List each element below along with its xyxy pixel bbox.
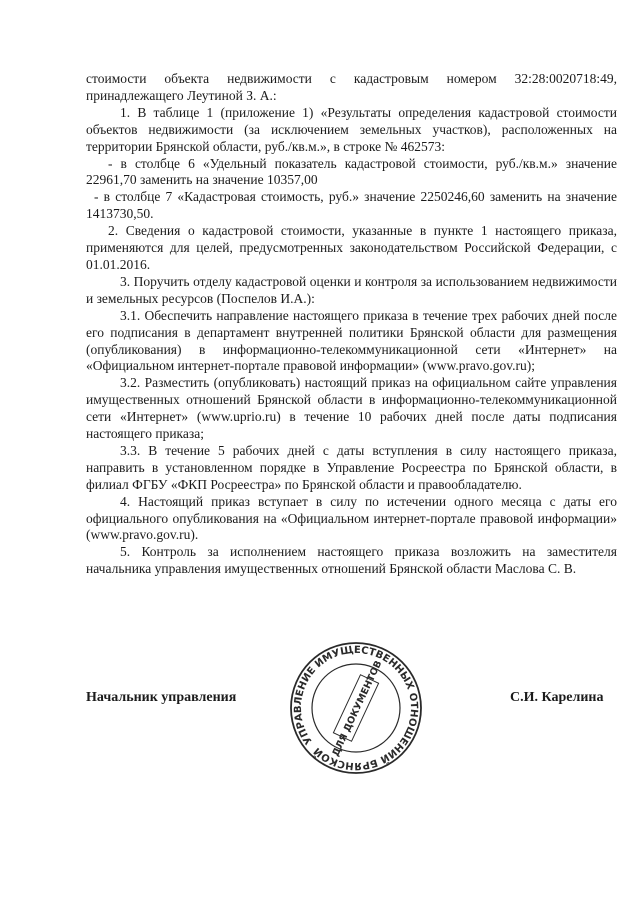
paragraph-item-5: 5. Контроль за исполнением настоящего приказа возложить на заместителя начальника управления имущественных отношений Брянской области Маслова С. В. (86, 544, 617, 577)
paragraph-item-1-b: - в столбце 7 «Кадастровая стоимость, руб.» значение 2250246,60 заменить на значение 1413730,50. (86, 189, 617, 222)
stamp-rotated (288, 640, 424, 776)
paragraph-item-2: 2. Сведения о кадастровой стоимости, указанные в пункте 1 настоящего приказа, применяются для целей, предусмотренных законодательством Российской Федерации, с 01.01.2016. (86, 223, 617, 272)
paragraph-item-3-2: 3.2. Разместить (опубликовать) настоящий приказ на официальном сайте управления имущественных отношений Брянской области в информационно-телекоммуникационной сети «Интернет» (www.uprio.ru) в течение 10 рабочих дней после даты подписания настоящего приказа; (86, 375, 617, 442)
stamp-outer-text: УПРАВЛЕНИЕ ИМУЩЕСТВЕННЫХ ОТНОШЕНИЙ БРЯНСКОЙ (292, 644, 420, 772)
paragraph-item-3-3: 3.3. В течение 5 рабочих дней с даты вступления в силу настоящего приказа, направить в установленном порядке в Управление Росреестра по Брянской области, в филиал ФГБУ «ФКП Росреестра» по Брянской области и правообладателю. (86, 442, 617, 492)
paragraph-item-1-a: - в столбце 6 «Удельный показатель кадастровой стоимости, руб./кв.м.» значение 22961,70 заменить на значение 10357,00 (86, 155, 617, 188)
stamp-inner-text: ДЛЯ ДОКУМЕНТОВ (330, 659, 385, 759)
signature-name: С.И. Карелина (510, 690, 604, 705)
paragraph-item-1: 1. В таблице 1 (приложение 1) «Результаты определения кадастровой стоимости объектов недвижимости (за исключением земельных участков), расположенных на территории Брянской области, руб./кв.м.», в строке № 462573: (86, 104, 617, 154)
paragraph-intro: стоимости объекта недвижимости с кадастровым номером 32:28:0020718:49, принадлежащего Леутиной З. А.: (86, 71, 617, 103)
official-stamp (288, 640, 424, 776)
signature-position: Начальник управления (86, 690, 237, 705)
document-body (86, 71, 617, 578)
paragraph-item-3: 3. Поручить отделу кадастровой оценки и контроля за использованием недвижимости и земельных ресурсов (Поспелов И.А.): (86, 273, 617, 306)
paragraph-item-4: 4. Настоящий приказ вступает в силу по истечении одного месяца с даты его официального опубликования на «Официальном интернет-портале правовой информации» (www.pravo.gov.ru). (86, 493, 617, 543)
paragraph-item-3-1: 3.1. Обеспечить направление настоящего приказа в течение трех рабочих дней после его подписания в департамент внутренней политики Брянской области для размещения (опубликования) в информационно-телекоммуникационной сети «Интернет» на «Официальном интернет-портале правовой информации» (www.pravo.gov.ru); (86, 307, 617, 374)
